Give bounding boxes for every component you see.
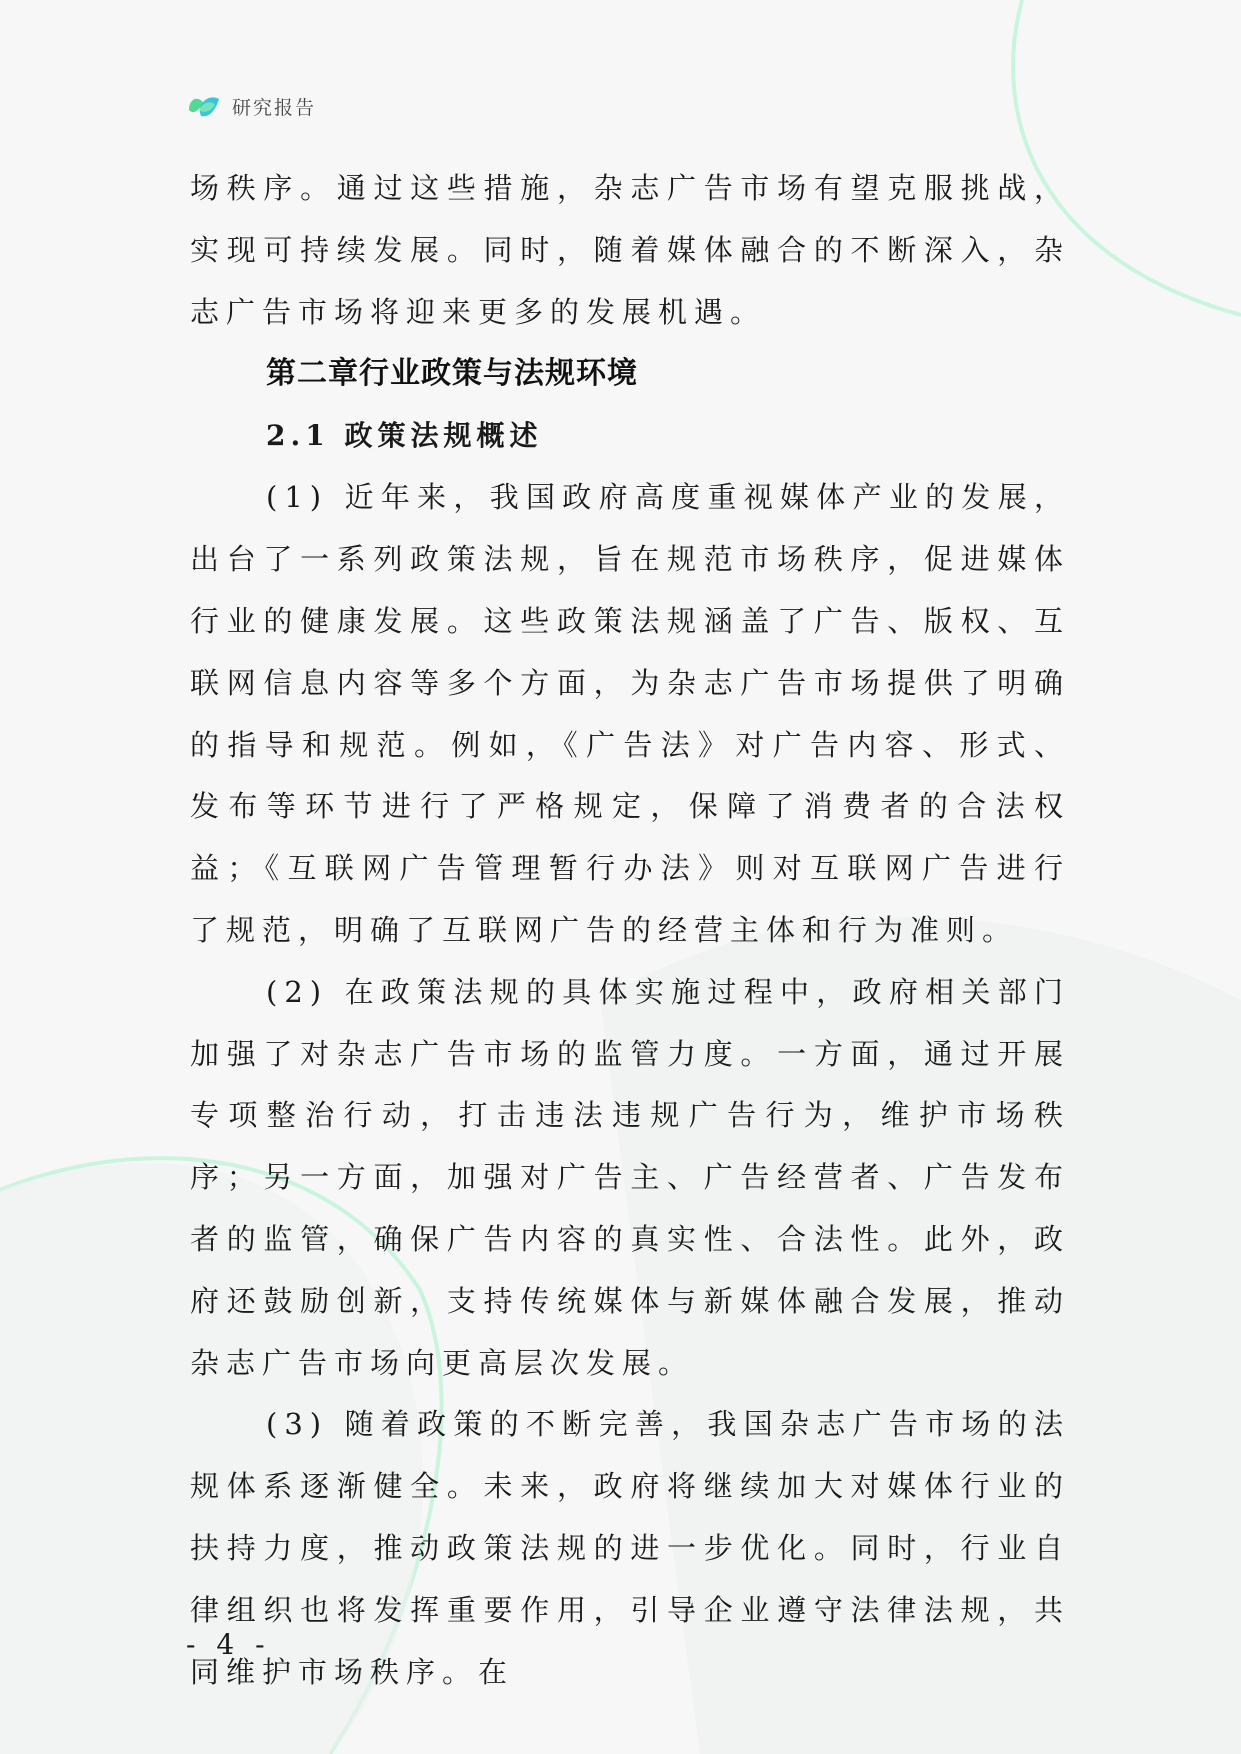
paragraph-continued: 场秩序。通过这些措施，杂志广告市场有望克服挑战，实现可持续发展。同时，随着媒体融合的不断深入，杂志广告市场将迎来更多的发展机遇。 xyxy=(190,171,1070,329)
paragraph-3: (3) 随着政策的不断完善，我国杂志广告市场的法规体系逐渐健全。未来，政府将继续加大对媒体行业的扶持力度，推动政策法规的进一步优化。同时，行业自律组织也将发挥重要作用，引导企业遵守法律法规，共同维护市场秩序。在 xyxy=(190,1407,1070,1689)
page-header xyxy=(186,88,316,124)
header-title: 研究报告 xyxy=(232,96,317,119)
paragraph-2: (2) 在政策法规的具体实施过程中，政府相关部门加强了对杂志广告市场的监管力度。一方面，通过开展专项整治行动，打击违法违规广告行为，维护市场秩序；另一方面，加强对广告主、广告经营者、广告发布者的监管，确保广告内容的真实性、合法性。此外，政府还鼓励创新，支持传统媒体与新媒体融合发展，推动杂志广告市场向更高层次发展。 xyxy=(190,974,1070,1380)
chapter-title: 第二章行业政策与法规环境 xyxy=(266,356,638,392)
section-title: 2.1 政策法规概述 xyxy=(266,419,543,453)
page-number: - 4 - xyxy=(186,1628,271,1661)
document-body xyxy=(190,158,1070,1703)
paragraph-1: (1) 近年来，我国政府高度重视媒体产业的发展，出台了一系列政策法规，旨在规范市场秩序，促进媒体行业的健康发展。这些政策法规涵盖了广告、版权、互联网信息内容等多个方面，为杂志广告市场提供了明确的指导和规范。例如，《广告法》对广告内容、形式、发布等环节进行了严格规定，保障了消费者的合法权益；《互联网广告管理暂行办法》则对互联网广告进行了规范，明确了互联网广告的经营主体和行为准则。 xyxy=(190,480,1070,947)
brand-leaf-logo-icon xyxy=(186,90,222,122)
